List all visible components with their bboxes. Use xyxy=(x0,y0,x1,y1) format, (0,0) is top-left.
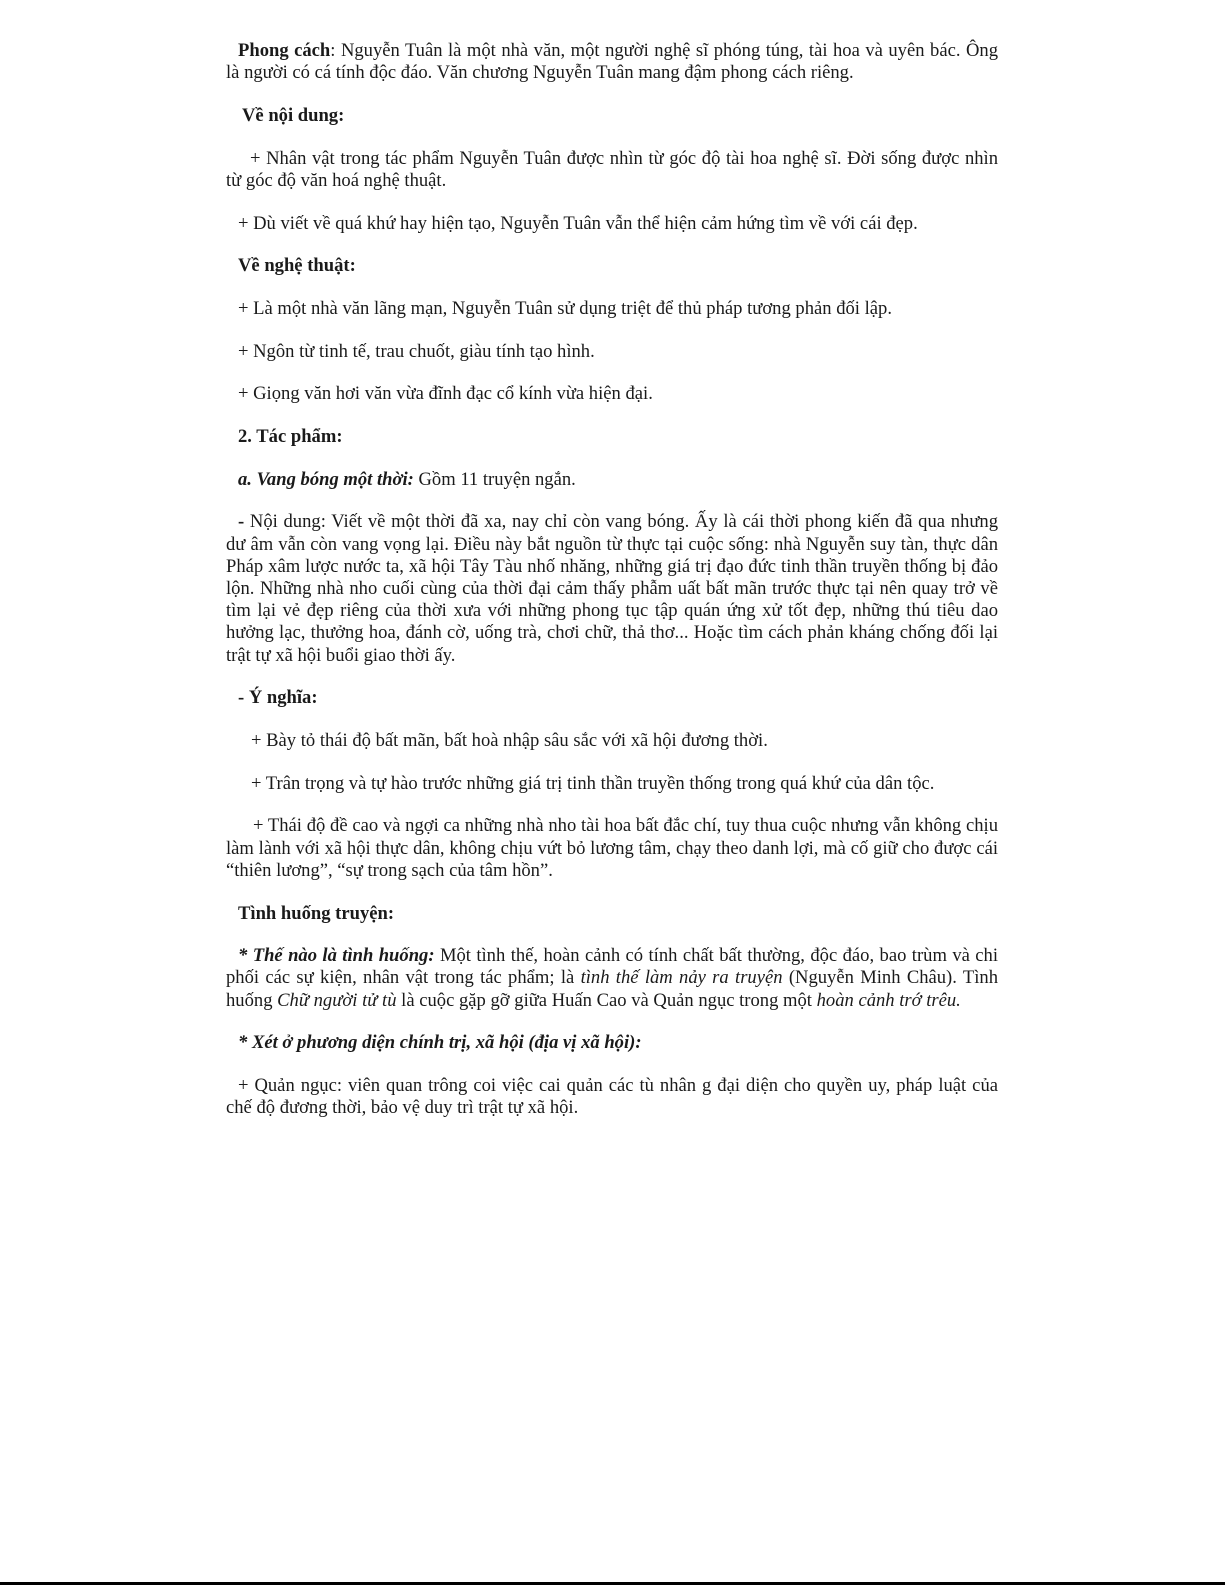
phong-cach-paragraph xyxy=(226,40,998,84)
heading-xet-phuong-dien: * Xét ở phương diện chính trị, xã hội (địa vị xã hội): xyxy=(238,1032,642,1054)
heading-noi-dung: Về nội dung: xyxy=(242,104,345,126)
phong-cach-label: Phong cách xyxy=(238,40,331,61)
y-nghia-item-1: + Bày tỏ thái độ bất mãn, bất hoà nhập sâu sắc với xã hội đương thời. xyxy=(251,730,768,752)
heading-nghe-thuat: Về nghệ thuật: xyxy=(238,255,356,277)
vang-bong-paragraph xyxy=(226,469,998,491)
heading-tinh-huong: Tình huống truyện: xyxy=(238,902,395,924)
noi-dung-dash: - xyxy=(238,511,250,533)
tinh-huong-label: * Thế nào là tình huống: xyxy=(238,945,435,967)
vang-bong-title: a. Vang bóng một thời: xyxy=(238,468,414,490)
y-nghia-item-3: + Thái độ đề cao và ngợi ca những nhà nho tài hoa bất đắc chí, tuy thua cuộc nhưng vẫn không chịu làm lành với xã hội thực dân, không chịu vứt bỏ lương tâm, chạy theo danh lợi, mà cố giữ cho được cái “thiên lương”, “sự trong sạch của tâm hồn”. xyxy=(226,815,998,881)
nghe-thuat-item-1: + Là một nhà văn lãng mạn, Nguyễn Tuân sử dụng triệt để thủ pháp tương phản đối lập. xyxy=(238,297,892,319)
document-page xyxy=(226,40,998,1120)
tinh-huong-text-1: Một tình thế, hoàn cảnh có tính chất bất thường, độc đáo, bao trùm và chi phối các sự kiện, nhân vật trong tác phẩm; là xyxy=(226,945,998,989)
nghe-thuat-item-3: + Giọng văn hơi văn vừa đĩnh đạc cổ kính vừa hiện đại. xyxy=(238,383,653,405)
phong-cach-text: : Nguyễn Tuân là một nhà văn, một người nghệ sĩ phóng túng, tài hoa và uyên bác. Ông là người có cá tính độc đáo. Văn chương Nguyễn Tuân mang đậm phong cách riêng. xyxy=(226,40,998,84)
tinh-huong-italic-2: Chữ người tử tù xyxy=(277,989,397,1011)
tinh-huong-text-3: là cuộc gặp gỡ giữa Huấn Cao và Quản ngục trong một xyxy=(396,989,817,1011)
y-nghia-item-2: + Trân trọng và tự hào trước những giá trị tinh thần truyền thống trong quá khứ của dân tộc. xyxy=(251,772,935,794)
noi-dung-paragraph xyxy=(226,511,998,666)
heading-y-nghia: - Ý nghĩa: xyxy=(238,687,318,709)
heading-tac-pham: 2. Tác phẩm: xyxy=(238,426,343,448)
tinh-huong-italic-3: hoàn cảnh trớ trêu. xyxy=(816,989,961,1011)
tinh-huong-paragraph xyxy=(226,945,998,1012)
noi-dung-item-2: + Dù viết về quá khứ hay hiện tạo, Nguyễn Tuân vẫn thể hiện cảm hứng tìm về với cái đẹp. xyxy=(238,212,918,234)
tinh-huong-text-2: (Nguyễn Minh Châu). Tình huống xyxy=(226,967,998,1011)
tinh-huong-italic-1: tình thế làm nảy ra truyện xyxy=(580,967,783,989)
vang-bong-text: Gồm 11 truyện ngắn. xyxy=(413,468,576,490)
noi-dung-text: Nội dung: Viết về một thời đã xa, nay chỉ còn vang bóng. Ấy là cái thời phong kiến đã qua nhưng dư âm vẫn còn vang vọng lại. Điều này bắt nguồn từ thực tại cuộc sống: nhà Nguyễn suy tàn, thực dân Pháp xâm lược nước ta, xã hội Tây Tàu nhố nhăng, những giá trị đạo đức tinh thần truyền thống bị đảo lộn. Những nhà nho cuối cùng của thời đại cảm thấy phẫm uất bất mãn trước thực tại nên quay trở về tìm lại vẻ đẹp riêng của thời xưa với những phong tục tập quán ứng xử tốt đẹp, những thú tiêu dao hưởng lạc, thưởng hoa, đánh cờ, uống trà, chơi chữ, thả thơ... Hoặc tìm cách phản kháng chống đối lại trật tự xã hội buổi giao thời ấy. xyxy=(226,511,998,666)
noi-dung-item-1: + Nhân vật trong tác phẩm Nguyễn Tuân được nhìn từ góc độ tài hoa nghệ sĩ. Đời sống được nhìn từ góc độ văn hoá nghệ thuật. xyxy=(226,147,998,191)
quan-nguc-paragraph: + Quản ngục: viên quan trông coi việc cai quản các tù nhân g đại diện cho quyền uy, pháp luật của chế độ đương thời, bảo vệ duy trì trật tự xã hội. xyxy=(226,1075,998,1119)
nghe-thuat-item-2: + Ngôn từ tinh tế, trau chuốt, giàu tính tạo hình. xyxy=(238,340,595,362)
